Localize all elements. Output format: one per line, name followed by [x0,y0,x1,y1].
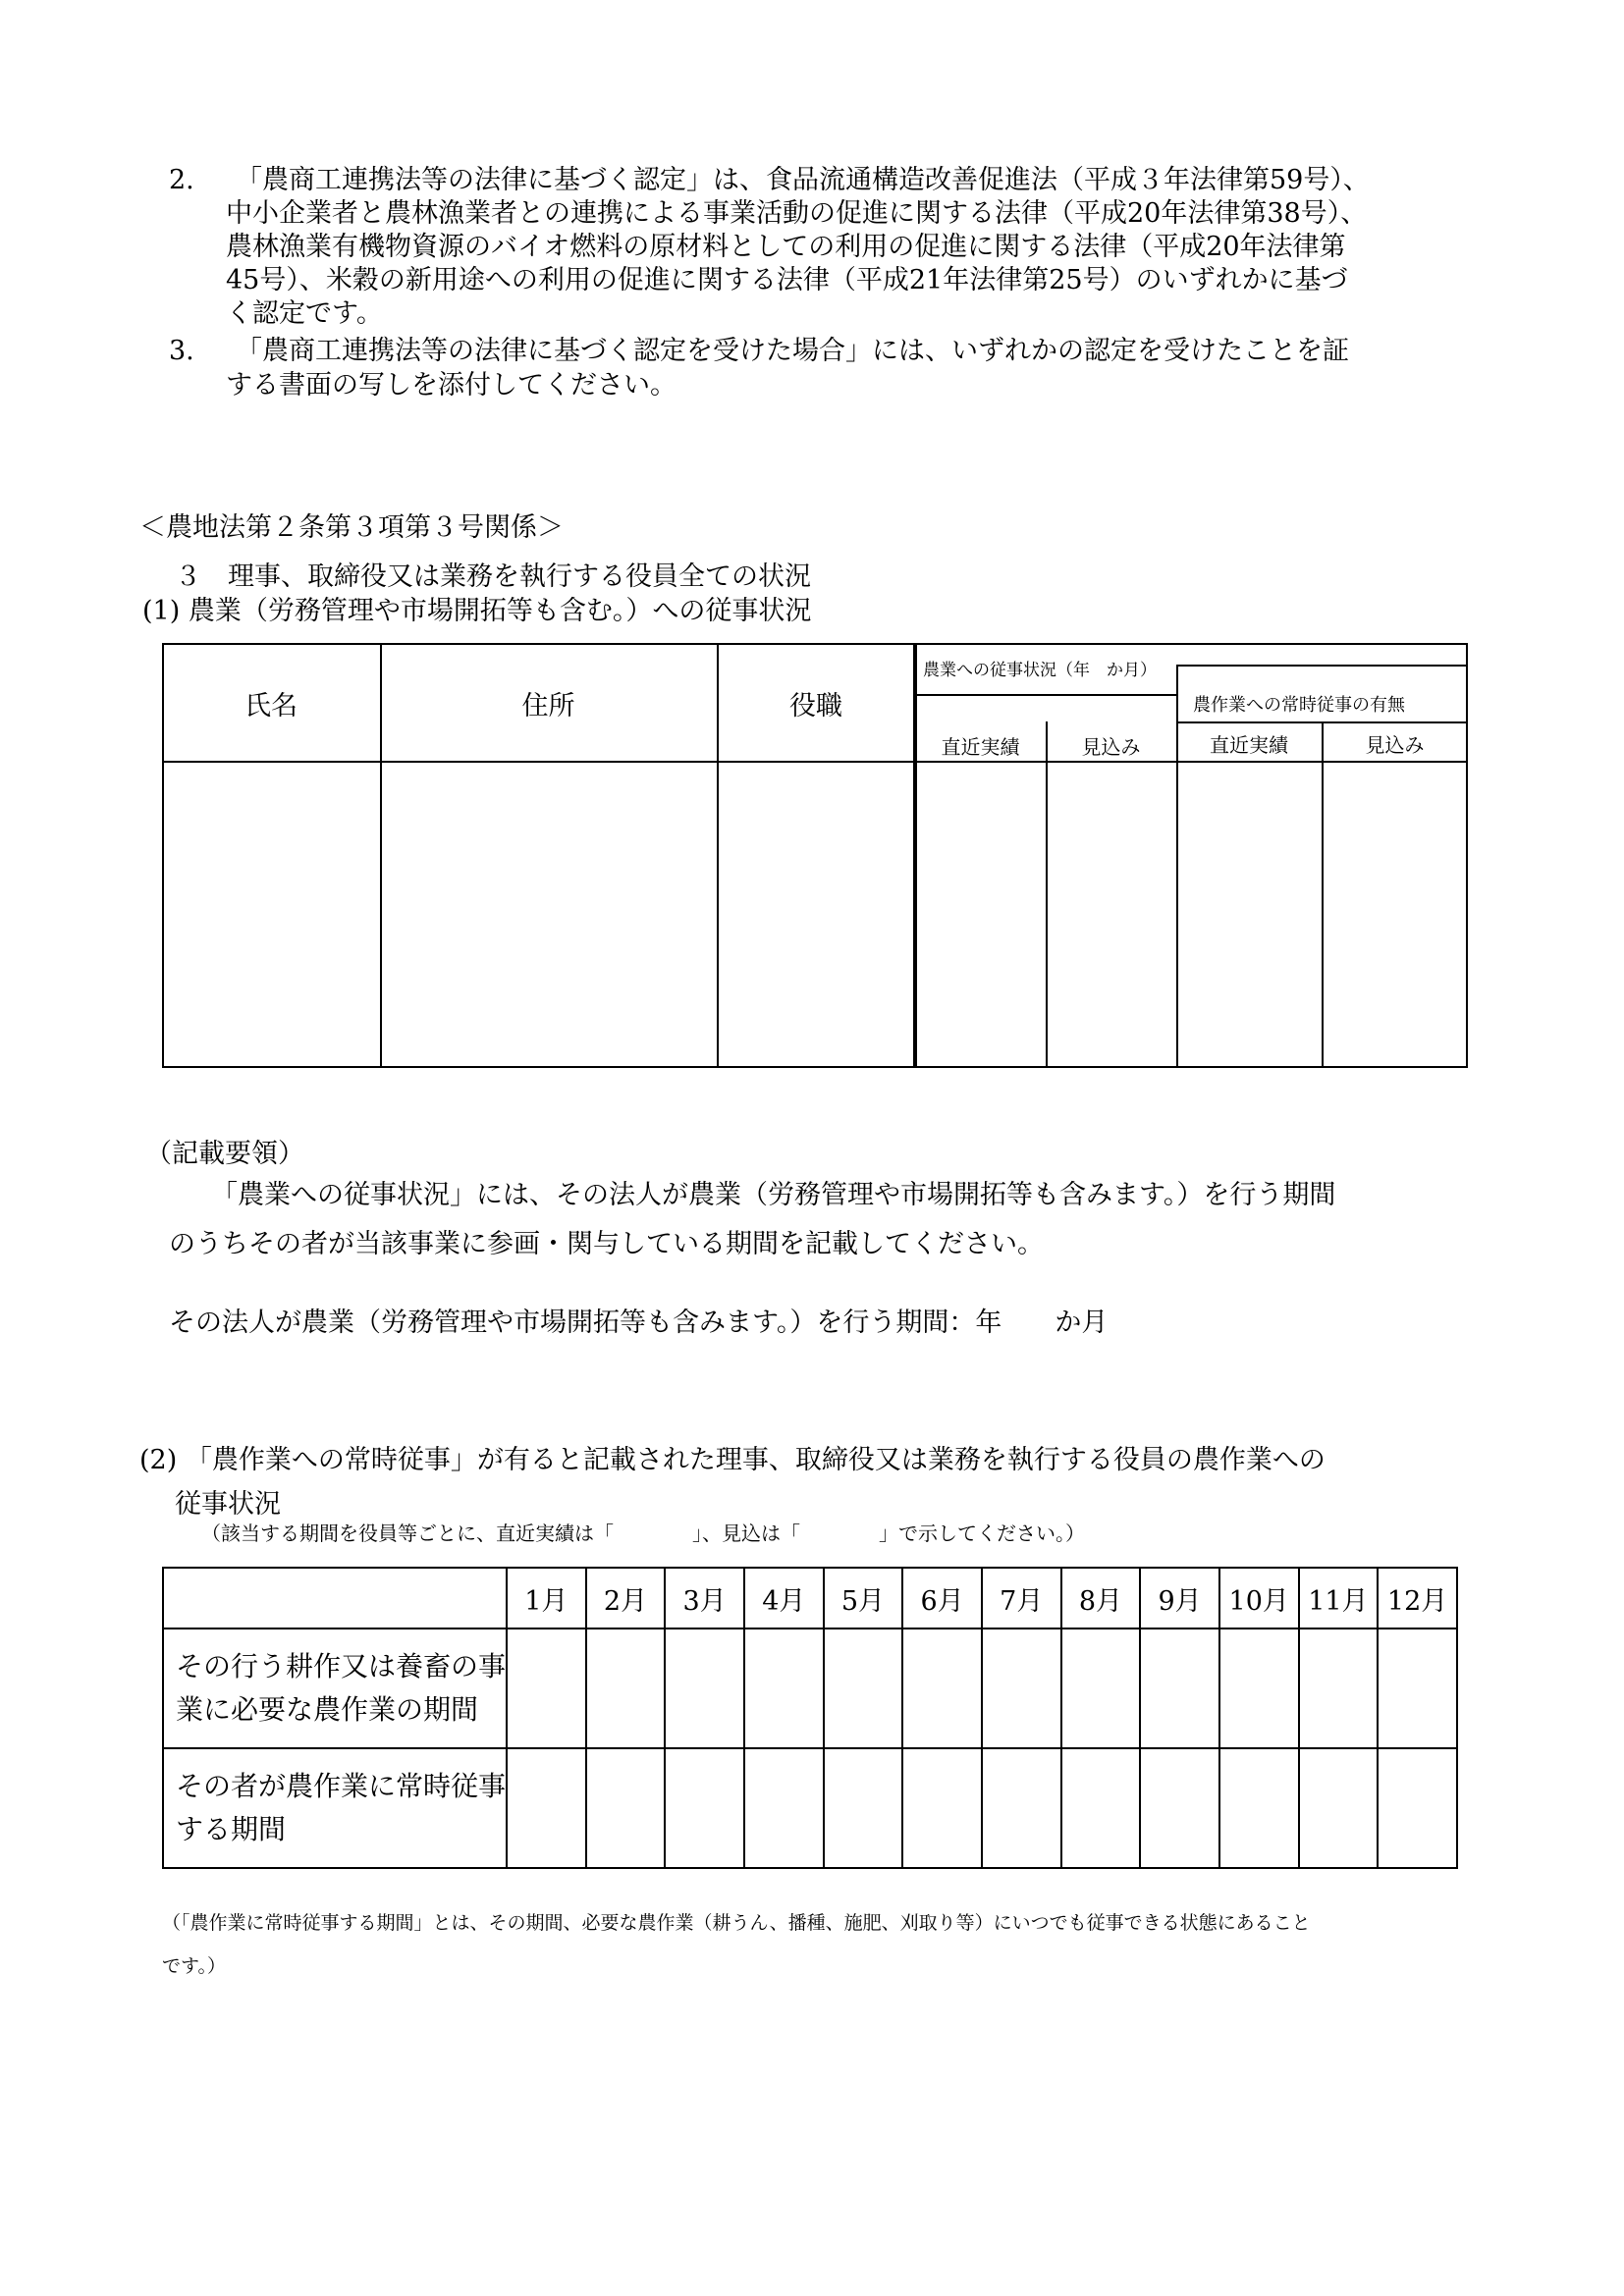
note-line: する書面の写しを添付してください。 [226,370,677,400]
period-line: その法人が農業（労務管理や市場開拓等も含みます。）を行う期間：年 か月 [169,1308,1109,1338]
guidelines-line: 「農業への従事状況」には、その法人が農業（労務管理や市場開拓等も含みます。）を行う期間 [211,1180,1336,1210]
section-heading: ＜農地法第２条第３項第３号関係＞ [139,512,564,543]
sub-header-expected-2: 見込み [1365,733,1425,757]
divider [1176,721,1468,723]
table-row [163,1568,1457,1629]
col-header-name: 氏名 [244,691,298,721]
month-cell[interactable] [744,1629,824,1748]
corner-cell [163,1568,507,1629]
month-cell[interactable] [744,1748,824,1868]
month-cell[interactable] [1378,1629,1457,1748]
month-header: 6月 [902,1568,982,1629]
row-label-regular-work-period: その者が農作業に常時従事する期間 [163,1748,507,1868]
row-label-required-period: その行う耕作又は養畜の事業に必要な農作業の期間 [163,1629,507,1748]
month-cell[interactable] [1299,1748,1379,1868]
note-line: 中小企業者と農林漁業者との連携による事業活動の促進に関する法律（平成20年法律第38号）、 [226,198,1368,229]
month-cell[interactable] [824,1748,903,1868]
month-cell[interactable] [1061,1629,1141,1748]
month-cell[interactable] [1219,1629,1299,1748]
month-header: 1月 [507,1568,586,1629]
month-cell[interactable] [1140,1748,1219,1868]
footnote-line: です。） [162,1955,226,1977]
divider [915,643,917,1068]
month-cell[interactable] [1140,1629,1219,1748]
month-header: 4月 [744,1568,824,1629]
month-header: 12月 [1378,1568,1457,1629]
monthly-work-table [162,1567,1458,1867]
month-header: 10月 [1219,1568,1299,1629]
item3-2-instruction: （該当する期間を役員等ごとに、直近実績は「 」、見込は「 」で示してください。） [201,1522,1085,1545]
group-header-regular-work: 農作業への常時従事の有無 [1193,695,1405,716]
month-cell[interactable] [586,1748,666,1868]
footnote-line: （「農作業に常時従事する期間」とは、その期間、必要な農作業（耕うん、播種、施肥、刈取り等）にいつでも従事できる状態にあること [162,1912,1311,1934]
month-header: 7月 [982,1568,1061,1629]
guidelines-line: のうちその者が当該事業に参画・関与している期間を記載してください。 [169,1229,1044,1259]
note-line: 「農商工連携法等の法律に基づく認定」は、食品流通構造改善促進法（平成３年法律第59号）、 [236,165,1370,195]
month-header: 5月 [824,1568,903,1629]
note-line: 45号）、米穀の新用途への利用の促進に関する法律（平成21年法律第25号）のいずれかに基づ [226,265,1348,295]
month-cell[interactable] [665,1629,744,1748]
group-header-farming-status: 農業への従事状況（年 か月） [923,661,1157,680]
month-cell[interactable] [1219,1748,1299,1868]
sub-header-recent: 直近実績 [941,735,1020,759]
note-number: 2. [169,165,194,195]
month-header: 2月 [586,1568,666,1629]
month-header: 11月 [1299,1568,1379,1629]
item3-2-title-cont: 従事状況 [175,1489,281,1520]
month-cell[interactable] [982,1629,1061,1748]
table-row [163,1629,1457,1748]
month-cell[interactable] [982,1748,1061,1868]
month-header: 8月 [1061,1568,1141,1629]
month-cell[interactable] [1299,1629,1379,1748]
month-header: 3月 [665,1568,744,1629]
guidelines-heading: （記載要領） [145,1139,304,1169]
divider [1046,721,1048,1068]
item3-1-title: (1) 農業（労務管理や市場開拓等も含む。）への従事状況 [142,596,812,626]
month-cell[interactable] [586,1629,666,1748]
officer-status-table [162,643,1468,1068]
month-cell[interactable] [824,1629,903,1748]
divider [915,694,1176,696]
note-number: 3. [169,336,194,366]
divider [1322,721,1324,1068]
month-cell[interactable] [902,1748,982,1868]
month-cell[interactable] [902,1629,982,1748]
month-cell[interactable] [1378,1748,1457,1868]
note-line: 「農商工連携法等の法律に基づく認定を受けた場合」には、いずれかの認定を受けたことを証 [236,336,1349,366]
col-header-position: 役職 [789,691,842,721]
sub-header-recent-2: 直近実績 [1210,733,1288,757]
item3-title: ３ 理事、取締役又は業務を執行する役員全ての状況 [175,561,811,592]
note-line: 農林漁業有機物資源のバイオ燃料の原材料としての利用の促進に関する法律（平成20年法律第 [226,232,1346,262]
note-line: く認定です。 [226,298,383,329]
col-header-address: 住所 [521,691,575,721]
divider [1176,665,1468,667]
month-cell[interactable] [665,1748,744,1868]
divider [162,761,1468,763]
sub-header-expected: 見込み [1081,735,1141,759]
table-row [163,1748,1457,1868]
month-header: 9月 [1140,1568,1219,1629]
month-cell[interactable] [507,1748,586,1868]
month-cell[interactable] [1061,1748,1141,1868]
divider [1176,665,1178,1068]
item3-2-title: (2) 「農作業への常時従事」が有ると記載された理事、取締役又は業務を執行する役員の農作業への [139,1445,1326,1475]
month-cell[interactable] [507,1629,586,1748]
